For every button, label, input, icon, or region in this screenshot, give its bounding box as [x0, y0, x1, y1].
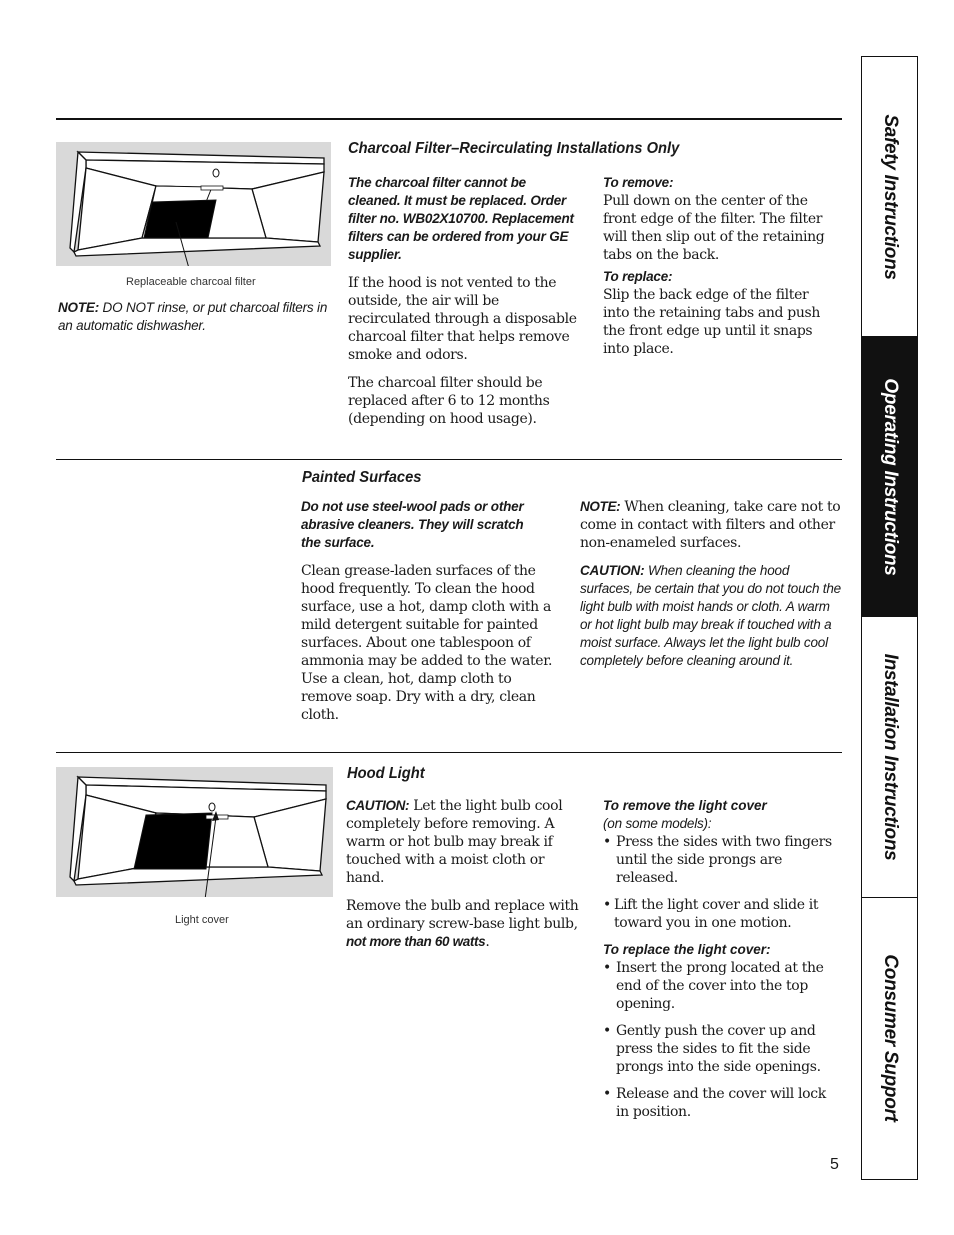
hood-light-heading: Hood Light — [347, 765, 425, 782]
to-remove-heading: To remove: — [603, 175, 674, 190]
tab-operating-instructions[interactable] — [862, 337, 917, 617]
list-item: • Press the sides with two fingers until the side prongs are released. — [603, 833, 835, 887]
tab-safety-instructions[interactable] — [862, 57, 917, 337]
charcoal-para-1: If the hood is not vented to the outside, the air will be recirculated through a disposable charcoal filter that helps remove smoke and odors. — [348, 275, 577, 363]
painted-left-column — [301, 498, 557, 724]
painted-heading: Painted Surfaces — [302, 469, 422, 486]
section-rule-painted — [56, 459, 842, 460]
hood-light-para-prefix: Remove the bulb and replace with an ordinary screw-base light bulb, — [346, 898, 579, 932]
tab-installation-instructions[interactable] — [862, 617, 917, 898]
to-remove-text: Pull down on the center of the front edge of the filter. The filter will then slip out of the retaining tabs on the back. — [603, 193, 825, 263]
section-rule-hood-light — [56, 752, 842, 753]
hood-light-illustration — [56, 767, 333, 897]
charcoal-filter-illustration — [56, 142, 331, 266]
charcoal-warning: The charcoal filter cannot be cleaned. It must be replaced. Order filter no. WB02X10700. Replacement filters can be ordered from your GE supplier. — [348, 175, 574, 262]
charcoal-left-column — [348, 174, 580, 428]
hood-light-caution — [346, 797, 586, 887]
side-section-tabs — [861, 56, 918, 1180]
hood-filter-drawing — [56, 142, 331, 266]
to-replace-heading: To replace: — [603, 269, 673, 284]
charcoal-heading: Charcoal Filter–Recirculating Installations Only — [348, 140, 680, 157]
painted-right-column — [580, 498, 842, 670]
tab-label: Safety Instructions — [879, 113, 901, 280]
hood-light-left-column — [346, 797, 586, 951]
charcoal-note — [58, 299, 328, 335]
hood-light-drawing — [56, 767, 333, 897]
remove-cover-subheading: (on some models): — [603, 816, 712, 831]
list-item: • Gently push the cover up and press the sides to fit the side prongs into the side openings. — [603, 1022, 835, 1076]
tab-label: Installation Instructions — [879, 653, 901, 861]
charcoal-para-2: The charcoal filter should be replaced after 6 to 12 months (depending on hood usage). — [348, 375, 550, 427]
light-cover-caption: Light cover — [175, 914, 229, 926]
note-label: NOTE: — [58, 300, 99, 315]
tab-label: Operating Instructions — [879, 377, 901, 576]
hood-light-para — [346, 897, 586, 951]
painted-warning: Do not use steel-wool pads or other abrasive cleaners. They will scratch the surface. — [301, 499, 524, 550]
page-number: 5 — [830, 1156, 839, 1173]
list-item: • Release and the cover will lock in position. — [603, 1085, 835, 1121]
note-text: DO NOT rinse, or put charcoal filters in an automatic dishwasher. — [58, 300, 328, 333]
to-replace-text: Slip the back edge of the filter into the retaining tabs and push the front edge up until it snaps into place. — [603, 287, 821, 357]
painted-para: Clean grease-laden surfaces of the hood frequently. To clean the hood surface, use a hot, damp cloth with a mild detergent suitable for painted surfaces. About one tablespoon of ammonia may be added to the water. Use a clean, hot, damp cloth to remove soap. Dry with a dry, clean cloth. — [301, 563, 553, 723]
charcoal-filter-caption: Replaceable charcoal filter — [126, 276, 256, 288]
painted-caution-text: When cleaning the hood surfaces, be certain that you do not touch the light bulb with moist hands or cloth. A warm or hot light bulb may break if touched with a moist surface. Always let the light bulb cool completely before cleaning around it. — [580, 563, 841, 668]
remove-cover-heading: To remove the light cover — [603, 798, 767, 813]
painted-note-text: When cleaning, take care not to come in contact with filters and other non-enameled surfaces. — [580, 499, 841, 551]
tab-label: Consumer Support — [879, 953, 901, 1122]
list-item: • Lift the light cover and slide it toward you in one motion. — [603, 896, 835, 932]
hood-light-para-emph: not more than 60 watts — [346, 934, 486, 949]
replace-cover-heading: To replace the light cover: — [603, 942, 771, 957]
painted-caution — [580, 562, 842, 670]
top-rule — [56, 118, 842, 120]
hood-light-caution-text: Let the light bulb cool completely before removing. A warm or hot bulb may break if touched with a moist cloth or hand. — [346, 798, 563, 886]
charcoal-right-column — [603, 174, 835, 358]
list-item: • Insert the prong located at the end of the cover into the top opening. — [603, 959, 835, 1013]
painted-note-label: NOTE: — [580, 499, 621, 514]
painted-note — [580, 498, 842, 552]
hood-light-para-suffix: . — [485, 934, 490, 950]
painted-caution-label: CAUTION: — [580, 563, 645, 578]
tab-consumer-support[interactable] — [862, 898, 917, 1177]
hood-light-right-column — [603, 797, 835, 1121]
hood-light-caution-label: CAUTION: — [346, 798, 410, 813]
